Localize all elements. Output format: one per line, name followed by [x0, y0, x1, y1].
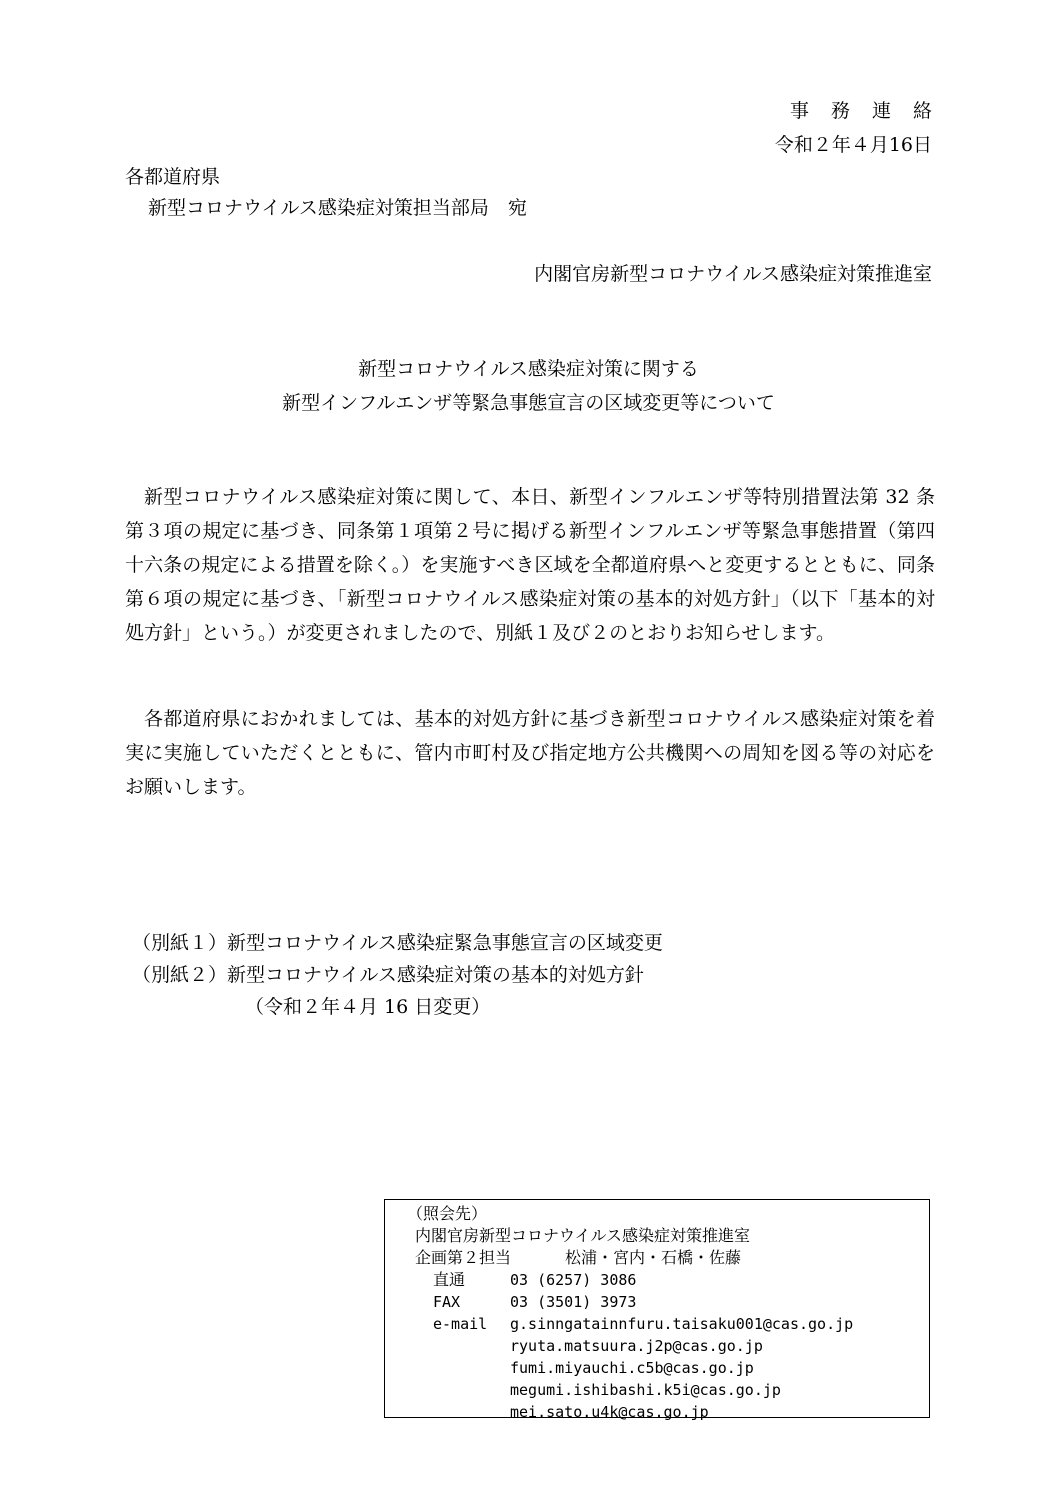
- contact-tel-label: 直通: [433, 1270, 466, 1289]
- contact-box: [384, 1199, 930, 1421]
- contact-unit-label: 企画第２担当: [415, 1248, 512, 1267]
- contact-unit-names: 松浦・宮内・石橋・佐藤: [565, 1248, 742, 1267]
- body-paragraph-2: 各都道府県におかれましては、基本的対処方針に基づき新型コロナウイルス感染症対策を着実に実施していただくとともに、管内市町村及び指定地方公共機関への周知を図る等の対応をお願いします。: [125, 708, 935, 798]
- contact-email-label: e-mail: [433, 1315, 488, 1333]
- contact-email-link[interactable]: g.sinngatainnfuru.taisaku001@cas.go.jp: [510, 1315, 854, 1333]
- contact-tel-number: 03 (6257) 3086: [510, 1271, 637, 1289]
- contact-email-link[interactable]: megumi.ishibashi.k5i@cas.go.jp: [510, 1381, 781, 1399]
- contact-office: 内閣官房新型コロナウイルス感染症対策推進室: [415, 1226, 751, 1245]
- contact-fax-number: 03 (3501) 3973: [510, 1293, 637, 1311]
- contact-email-link[interactable]: mei.sato.u4k@cas.go.jp: [510, 1403, 709, 1421]
- document-type-label: 事務連絡: [789, 100, 954, 122]
- attachment-item-2: （別紙２）新型コロナウイルス感染症対策の基本的対処方針: [132, 964, 644, 986]
- document-date: 令和２年４月16日: [774, 134, 932, 156]
- contact-email-link[interactable]: ryuta.matsuura.j2p@cas.go.jp: [510, 1337, 763, 1355]
- title-line-1: 新型コロナウイルス感染症対策に関する: [358, 358, 699, 380]
- attachment-item-2-note: （令和２年４月 16 日変更）: [245, 996, 491, 1018]
- sender-office: 内閣官房新型コロナウイルス感染症対策推進室: [534, 263, 932, 285]
- addressee-line-1: 各都道府県: [125, 166, 221, 188]
- title-line-2: 新型インフルエンザ等緊急事態宣言の区域変更等について: [282, 392, 775, 414]
- contact-heading: （照会先）: [407, 1204, 488, 1223]
- contact-fax-label: FAX: [433, 1293, 461, 1311]
- addressee-line-2: 新型コロナウイルス感染症対策担当部局 宛: [148, 197, 527, 219]
- body-paragraph-1: 新型コロナウイルス感染症対策に関して、本日、新型インフルエンザ等特別措置法第 32 条第３項の規定に基づき、同条第１項第２号に掲げる新型インフルエンザ等緊急事態措置（第四十六条の規定による措置を除く。）を実施すべき区域を全都道府県へと変更するとともに、同条第６項の規定に基づき、「新型コロナウイルス感染症対策の基本的対処方針」（以下「基本的対処方針」という。）が変更されましたので、別紙１及び２のとおりお知らせします。: [125, 486, 935, 644]
- contact-email-link[interactable]: fumi.miyauchi.c5b@cas.go.jp: [510, 1359, 754, 1377]
- attachment-item-1: （別紙１）新型コロナウイルス感染症緊急事態宣言の区域変更: [132, 932, 663, 954]
- document-title: [125, 352, 932, 420]
